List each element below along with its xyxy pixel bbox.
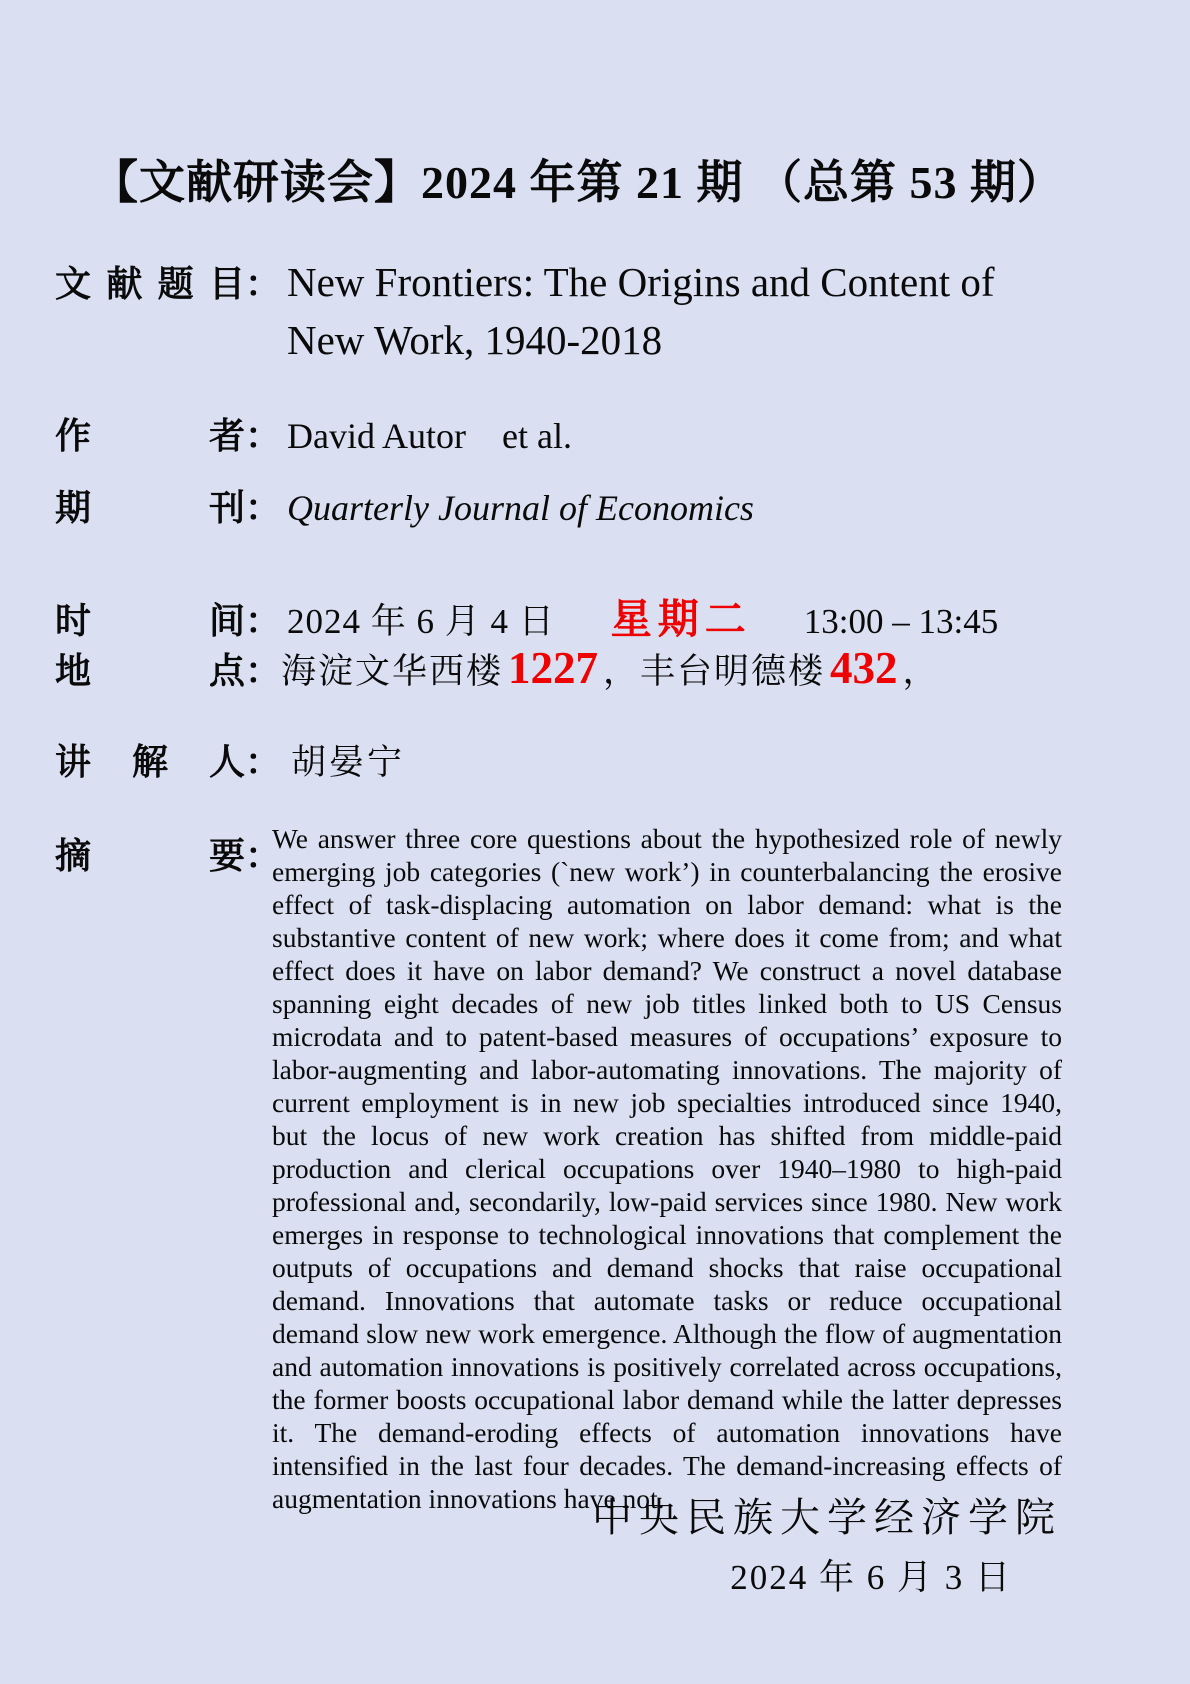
journal-label: 期 刊 — [55, 488, 245, 528]
place-separator: ， — [603, 652, 641, 691]
doc-title-colon: ： — [245, 264, 282, 304]
doc-title-line2: New Work, 1940-2018 — [287, 317, 663, 363]
footer-date: 2024 年 6 月 3 日 — [730, 1558, 1012, 1597]
place-label: 地 点 — [55, 651, 245, 691]
footer-organization: 中央民族大学经济学院 — [592, 1495, 1062, 1540]
author-colon: ： — [245, 416, 282, 456]
field-row-place — [55, 642, 940, 694]
place-tail-comma: ， — [902, 652, 940, 691]
field-row-author — [55, 408, 572, 459]
field-row-time — [55, 586, 998, 645]
time-range: 13:00 – 13:45 — [803, 602, 999, 641]
journal-colon: ： — [245, 488, 282, 528]
speaker-colon: ： — [245, 742, 282, 782]
field-row-speaker — [55, 734, 405, 785]
page-title: 【文献研读会】2024 年第 21 期 （总第 53 期） — [92, 157, 1064, 208]
abstract-colon: ： — [245, 836, 282, 876]
place-building-2: 丰台明德楼 — [640, 652, 826, 691]
field-row-journal — [55, 480, 754, 531]
author-label: 作 者 — [55, 416, 245, 456]
field-row-abstract — [55, 828, 281, 879]
place-room-1: 1227 — [508, 643, 599, 693]
time-colon: ： — [245, 601, 282, 641]
time-label: 时 间 — [55, 601, 245, 641]
place-colon: ： — [245, 651, 282, 691]
time-date: 2024 年 6 月 4 日 — [287, 602, 555, 641]
field-row-doc-title — [55, 253, 995, 369]
doc-title-label: 文 献 题 目 — [55, 264, 245, 304]
abstract-text: We answer three core questions about the hypothesized role of newly emerging job categories (`new work’) in counterbalancing the erosive effect of task-displacing automation on labor demand: what is the substantive content of new work; where does it come from; and what effect does it have on labor demand? We construct a novel database spanning eight decades of new job titles linked both to US Census microdata and to patent-based measures of occupations’ exposure to labor-augmenting and labor-automating innovations. The majority of current employment is in new job specialties introduced since 1940, but the locus of new work creation has shifted from middle-paid production and clerical occupations over 1940–1980 to high-paid professional and, secondarily, low-paid services since 1980. New work emerges in response to technological innovations that complement the outputs of occupations and demand shocks that raise occupational demand. Innovations that automate tasks or reduce occupational demand slow new work emergence. Although the flow of augmentation and automation innovations is positively correlated across occupations, the former boosts occupational labor demand while the latter depresses it. The demand-eroding effects of automation innovations have intensified in the last four decades. The demand-increasing effects of augmentation innovations have not. — [272, 823, 1062, 1514]
speaker-name: 胡晏宁 — [291, 743, 406, 782]
doc-title-value — [287, 253, 995, 369]
speaker-label: 讲 解 人 — [55, 742, 245, 782]
abstract-label: 摘 要 — [55, 836, 245, 876]
author-value: David Autor et al. — [287, 416, 572, 456]
place-room-2: 432 — [830, 643, 898, 693]
time-weekday: 星期二 — [610, 596, 752, 642]
doc-title-line1: New Frontiers: The Origins and Content of — [287, 259, 995, 305]
place-building-1: 海淀文华西楼 — [281, 652, 504, 691]
journal-value: Quarterly Journal of Economics — [287, 488, 754, 528]
